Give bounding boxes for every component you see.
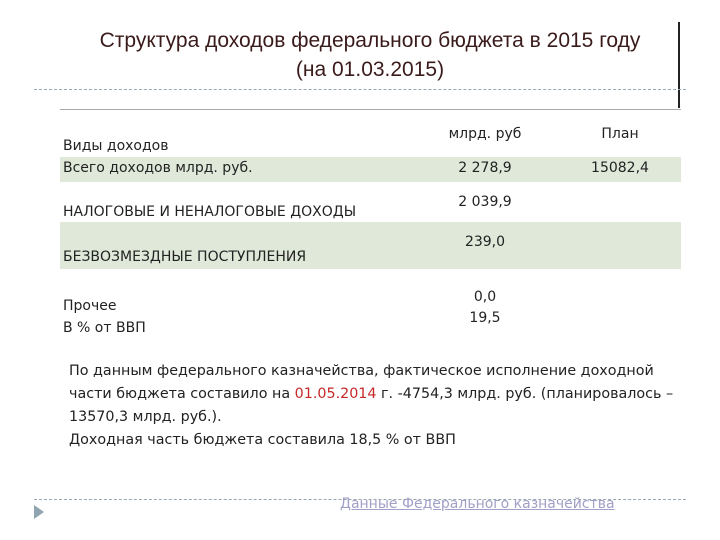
row-value-gratis: 239,0 [464, 234, 506, 250]
row-value-other: 0,0 [473, 289, 497, 305]
treasury-data-link[interactable]: Данные Федерального казначейства [340, 496, 615, 512]
row-label-gratis: БЕЗВОЗМЕЗДНЫЕ ПОСТУПЛЕНИЯ [63, 249, 307, 265]
top-dashed-divider [34, 89, 686, 90]
header-plan: План [601, 126, 639, 142]
bullet-arrow-icon [34, 505, 44, 519]
table-row [60, 269, 681, 344]
vertical-divider [678, 22, 680, 108]
table-row [60, 182, 681, 222]
row-value-gdp: 19,5 [469, 310, 501, 326]
slide-title [70, 26, 670, 84]
treasury-note [69, 360, 694, 452]
title-line-1: Структура доходов федерального бюджета в 2015 году [99, 29, 641, 52]
table-header-row [60, 109, 681, 158]
header-bln-rub: млрд. руб [448, 126, 522, 142]
row-label-other: Прочее [63, 298, 117, 314]
row-label-tax: НАЛОГОВЫЕ И НЕНАЛОГОВЫЕ ДОХОДЫ [63, 204, 357, 220]
row-value-total: 2 278,9 [458, 160, 512, 176]
header-income-types: Виды доходов [63, 138, 169, 154]
highlighted-date: 01.05.2014 [294, 386, 377, 402]
row-value-tax: 2 039,9 [458, 194, 512, 210]
note-paragraph-1: По данным федерального казначейства, фактическое исполнение доходной части бюджета составило на 01.05.2014 г. -4754,3 млрд. руб. (планировалось – 13570,3 млрд. руб.). [69, 363, 674, 425]
row-label-gdp: В % от ВВП [63, 320, 146, 336]
table-row [60, 157, 681, 182]
row-plan-total: 15082,4 [591, 160, 649, 176]
title-line-2: (на 01.03.2015) [295, 58, 445, 81]
table-row [60, 222, 681, 269]
row-label-total: Всего доходов млрд. руб. [63, 160, 253, 176]
note-paragraph-2: Доходная часть бюджета составила 18,5 % от ВВП [69, 432, 456, 448]
